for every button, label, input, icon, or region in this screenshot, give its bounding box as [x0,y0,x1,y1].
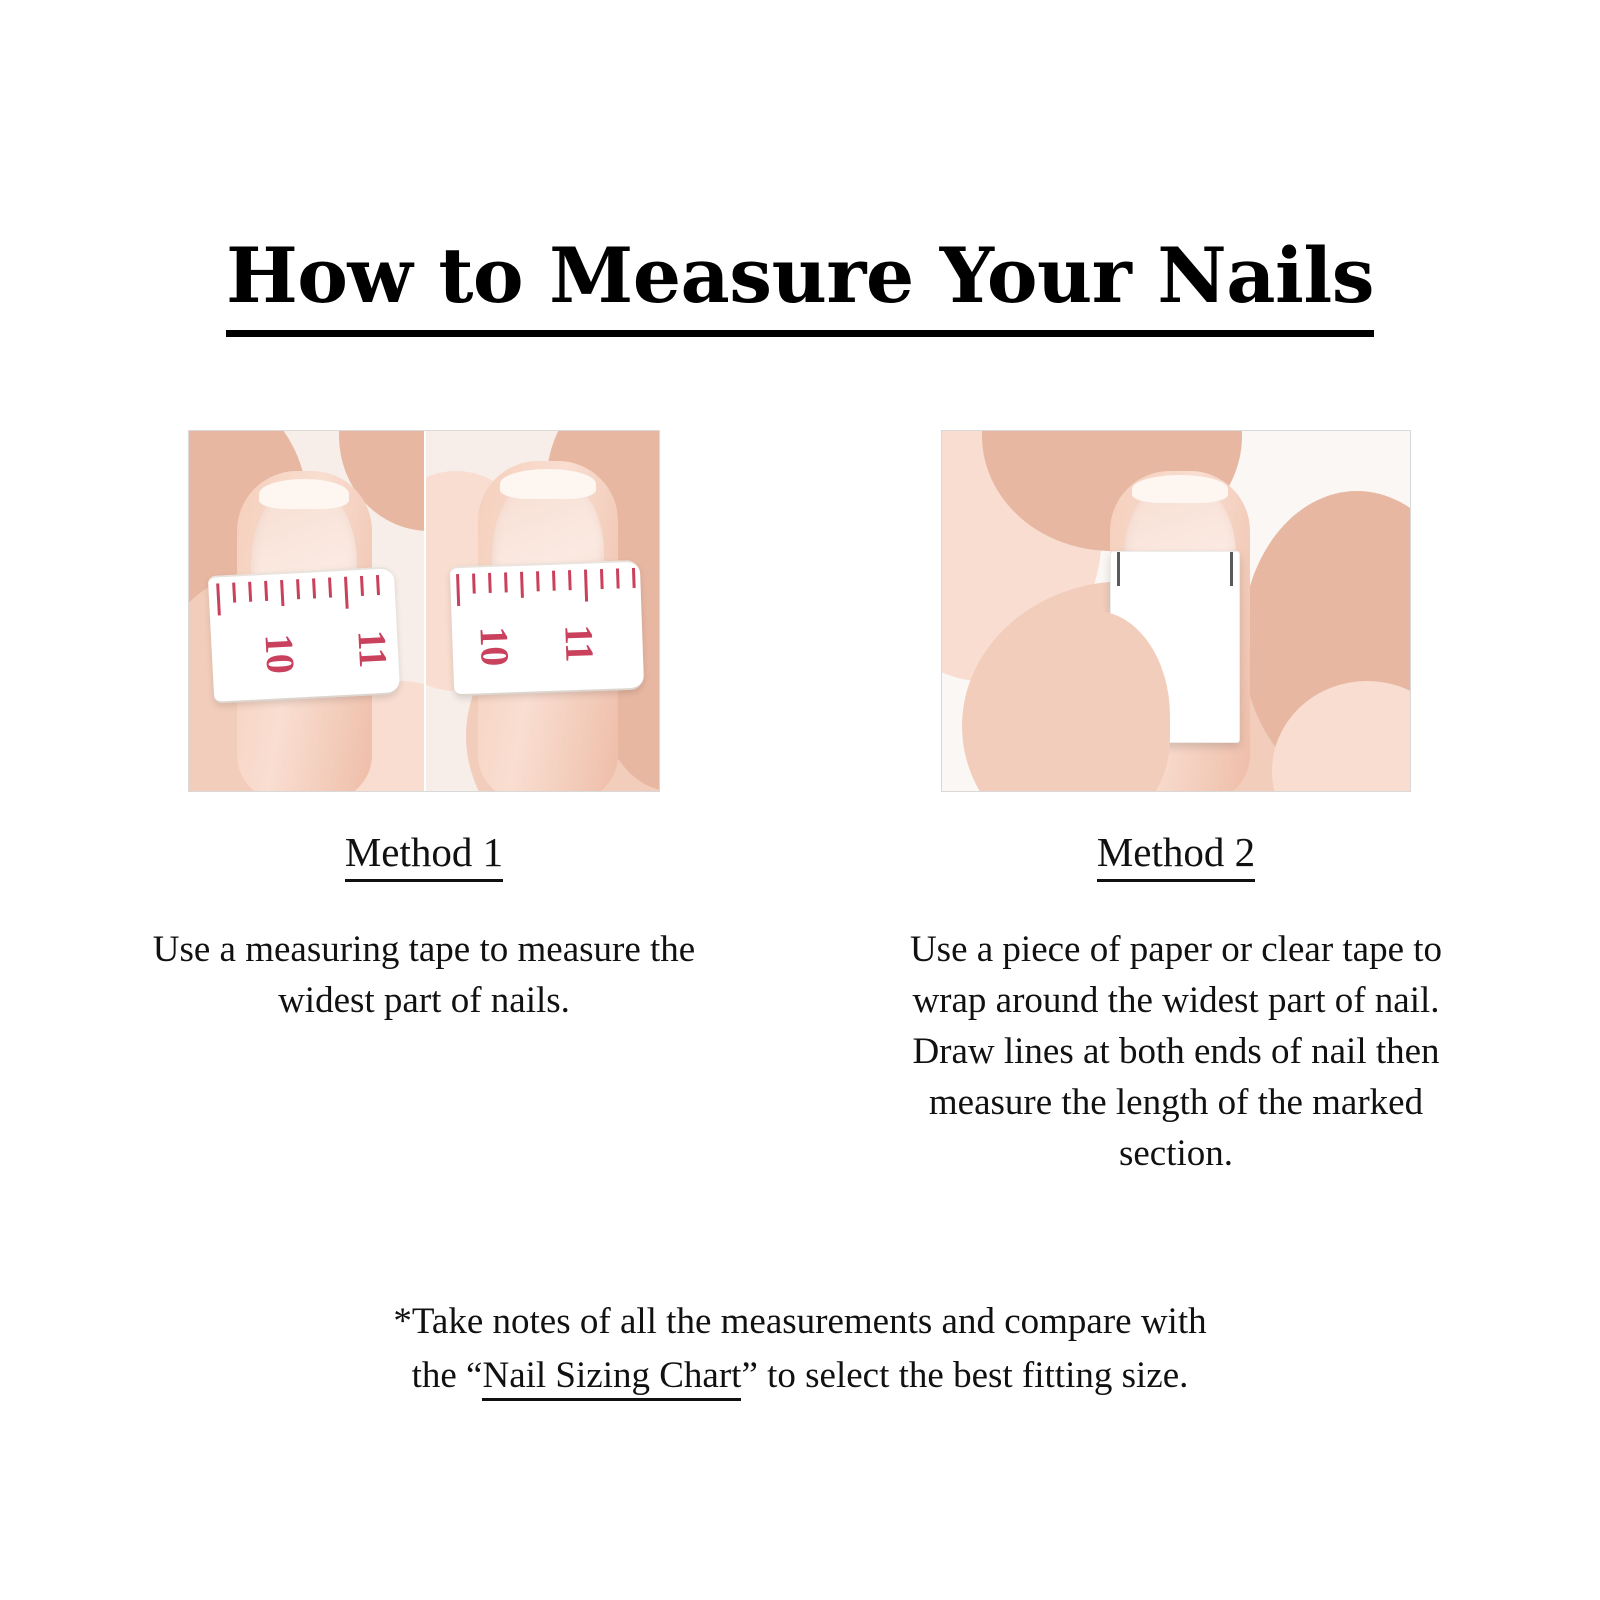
footer-note-line-2-before: the “ [411,1354,483,1396]
tape-number: 11 [556,623,603,664]
photo-right-half [424,431,660,791]
methods-container [0,430,1600,1179]
footer-note-line-2 [0,1349,1600,1403]
photo-left-half [189,431,424,791]
footer-note [0,1295,1600,1402]
nail-sizing-chart-reference: Nail Sizing Chart [482,1355,741,1401]
method-2-column [886,430,1466,1179]
tape-number: 10 [256,632,304,675]
footer-note-line-2-after: ” to select the best fitting size. [741,1354,1189,1396]
tape-ticks [450,568,641,609]
tape-number: 11 [349,628,397,669]
tape-number: 10 [471,625,518,668]
nail-edge-mark-left [1117,552,1120,586]
footer-note-line-1: *Take notes of all the measurements and compare with [393,1301,1207,1342]
page-title-container [0,231,1600,337]
paper-strip-on-finger-photo [941,430,1411,792]
tape-ticks [208,574,396,618]
method-1-label: Method 1 [345,830,503,882]
nail-edge-mark-right [1230,552,1233,586]
method-1-description: Use a measuring tape to measure the widest part of nails. [152,929,696,1022]
measuring-tape-on-finger-photo [188,430,660,792]
method-1-column [134,430,714,1179]
method-2-label: Method 2 [1097,830,1255,882]
method-2-description: Use a piece of paper or clear tape to wrap around the widest part of nail. Draw lines at both ends of nail then measure the length of the marked section. [909,929,1443,1175]
page-title: How to Measure Your Nails [226,238,1374,337]
